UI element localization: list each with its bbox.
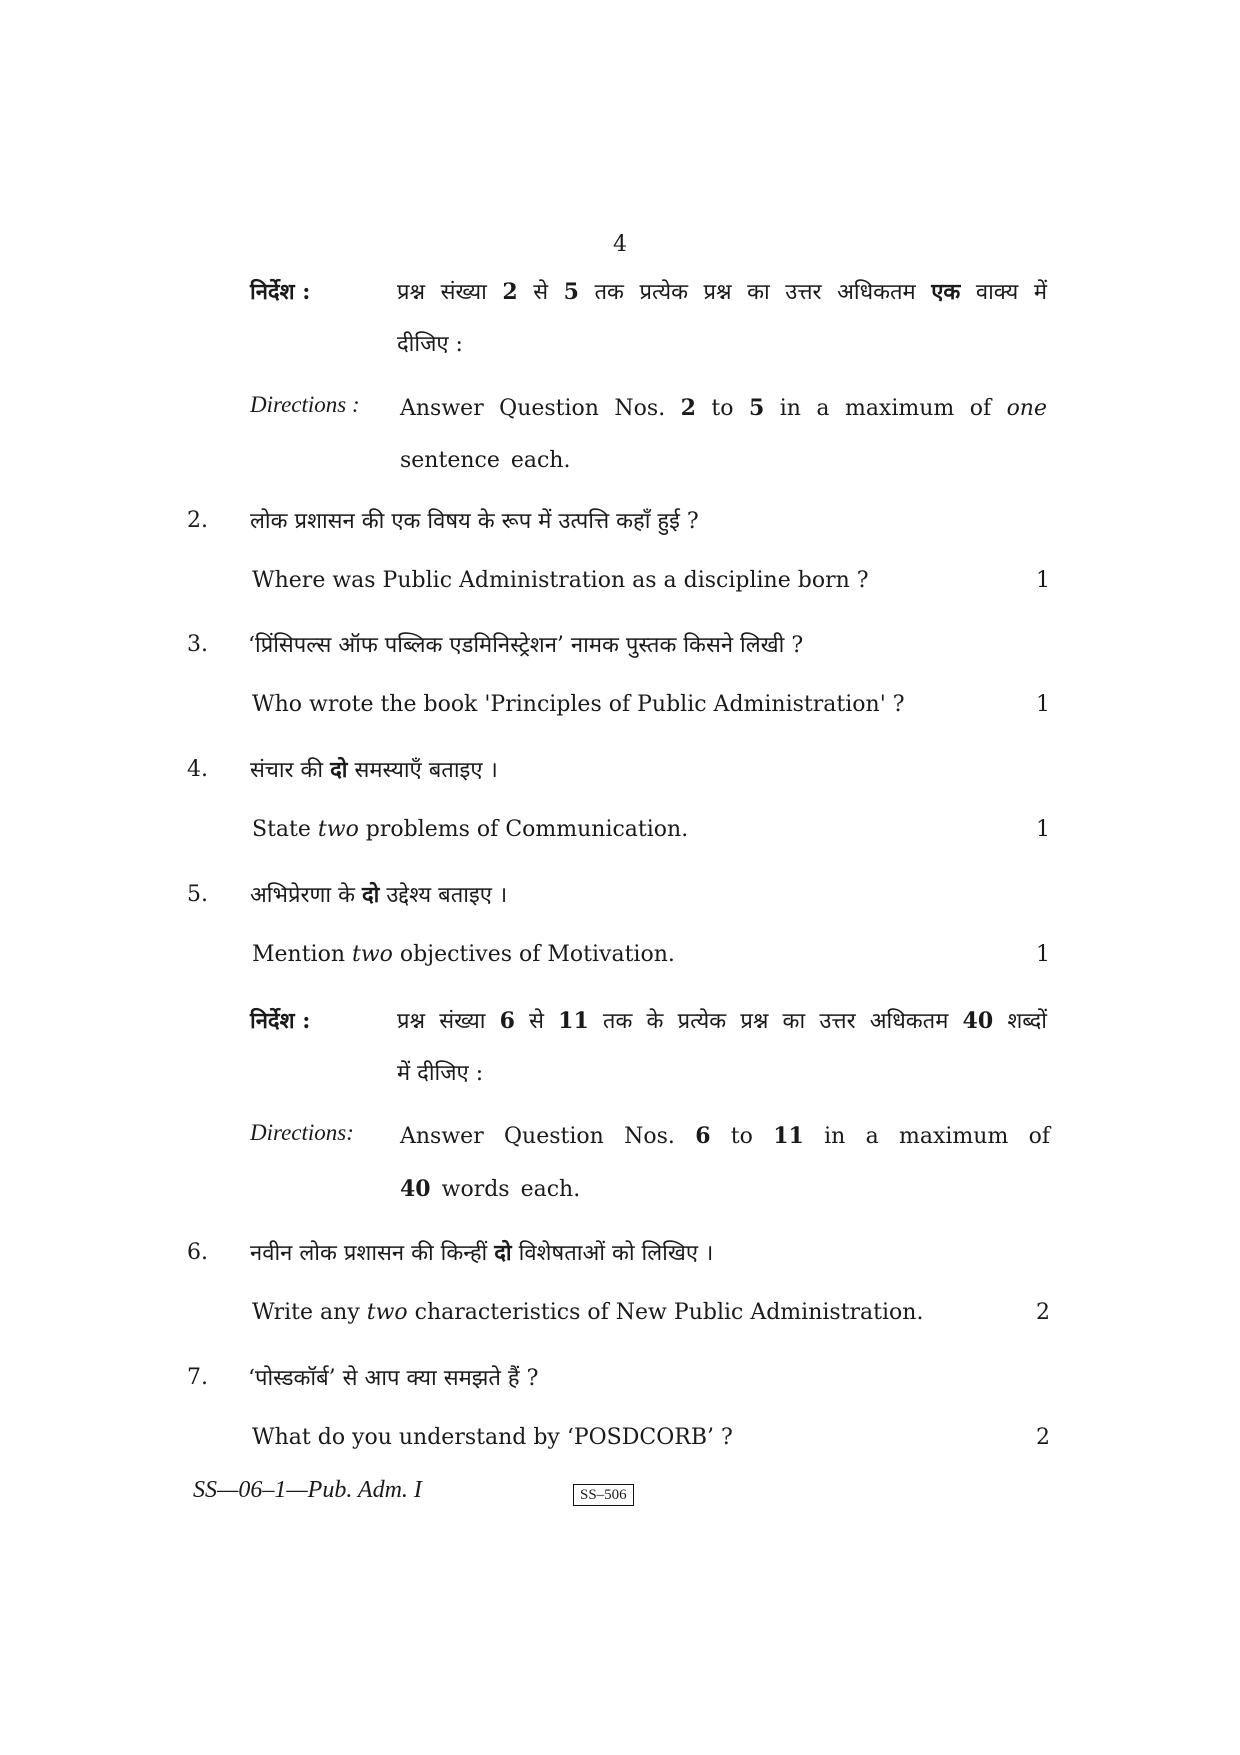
page-number: 4 (613, 232, 627, 257)
directions-label-english: Directions : (250, 392, 360, 417)
question-text-hindi: लोक प्रशासन की एक विषय के रूप में उत्पत्ति कहाँ हुई ? (250, 509, 699, 534)
question-text-english: Who wrote the book 'Principles of Public Administration' ? (252, 692, 905, 717)
question-marks: 2 (1036, 1425, 1050, 1450)
directions-hindi-line-1: प्रश्न संख्या 2 से 5 तक प्रत्येक प्रश्न का उत्तर अधिकतम एक वाक्य में (397, 279, 1048, 305)
directions-english-line-2: sentence each. (400, 448, 571, 473)
question-text-english: Write any two characteristics of New Public Administration. (252, 1300, 924, 1325)
question-text-hindi: संचार की दो समस्याएँ बताइए । (250, 757, 498, 783)
question-number: 4. (187, 757, 208, 782)
directions-text-english (400, 382, 1047, 487)
question-number: 5. (187, 882, 208, 907)
directions-english-line-2: 40 words each. (400, 1176, 581, 1202)
directions-label-hindi: निर्देश : (250, 279, 311, 305)
question-marks: 1 (1036, 942, 1050, 967)
directions-label-english: Directions: (250, 1120, 354, 1145)
question-number: 7. (187, 1365, 208, 1390)
question-text-english: What do you understand by ‘POSDCORB’ ? (252, 1425, 733, 1450)
directions-text-english (400, 1110, 1050, 1216)
directions-hindi-line-2: में दीजिए : (397, 1061, 484, 1086)
question-number: 6. (187, 1240, 208, 1265)
question-text-english: State two problems of Communication. (252, 817, 689, 842)
directions-hindi-line-2: दीजिए : (397, 332, 463, 357)
question-marks: 1 (1036, 692, 1050, 717)
question-marks: 1 (1036, 568, 1050, 593)
directions-hindi-line-1: प्रश्न संख्या 6 से 11 तक के प्रत्येक प्रश्न का उत्तर अधिकतम 40 शब्दों (397, 1008, 1048, 1034)
directions-label-hindi: निर्देश : (250, 1008, 311, 1034)
question-number: 3. (187, 632, 208, 657)
question-number: 2. (187, 508, 208, 533)
question-text-hindi: नवीन लोक प्रशासन की किन्हीं दो विशेषताओं को लिखिए । (250, 1240, 714, 1266)
question-marks: 1 (1036, 817, 1050, 842)
question-marks: 2 (1036, 1300, 1050, 1325)
directions-english-line-1: Answer Question Nos. 6 to 11 in a maximum of (400, 1123, 1051, 1149)
question-text-hindi: ‘प्रिंसिपल्स ऑफ पब्लिक एडमिनिस्ट्रेशन’ नामक पुस्तक किसने लिखी ? (248, 633, 804, 658)
paper-code: SS—06–1—Pub. Adm. I (193, 1477, 422, 1503)
paper-code-box: SS–506 (573, 1484, 634, 1506)
question-text-english: Mention two objectives of Motivation. (252, 942, 675, 967)
directions-text-hindi (397, 995, 1047, 1100)
question-text-hindi: अभिप्रेरणा के दो उद्देश्य बताइए । (250, 882, 508, 908)
question-text-hindi: ‘पोस्डकॉर्ब’ से आप क्या समझते हैं ? (248, 1366, 539, 1391)
directions-text-hindi (397, 266, 1047, 371)
question-text-english: Where was Public Administration as a discipline born ? (252, 568, 869, 593)
directions-english-line-1: Answer Question Nos. 2 to 5 in a maximum of one (400, 395, 1047, 421)
